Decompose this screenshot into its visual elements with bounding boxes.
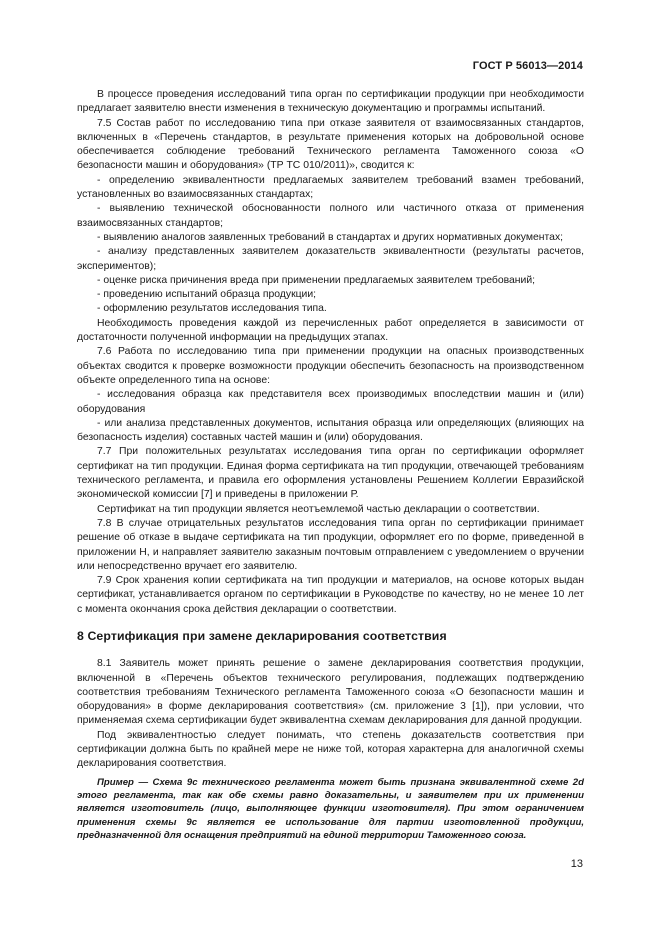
paragraph: Сертификат на тип продукции является неотъемлемой частью декларации о соответствии. (97, 503, 540, 515)
page-number: 13 (570, 858, 583, 870)
list-item: - или анализа представленных документов, испытания образца или определяющих (влияющих на безопасность изделия) составных частей машин и (или) оборудования. (77, 417, 584, 444)
list-item: - выявлению технической обоснованности полного или частичного отказа от применения взаимосвязанных стандартов; (77, 203, 584, 229)
paragraph-7-5: 7.5 Состав работ по исследованию типа при отказе заявителя от взаимосвязанных стандартов, включенных в «Перечень стандартов, в результате применения которых на добровольной основе обеспечивается соблюдение требований Технического регламента Таможенного союза «О безопасности машин и оборудования» (ТР ТС 010/2011)», сводится к: (77, 117, 584, 172)
section-heading: 8 Сертификация при замене декларирования соответствия (77, 628, 447, 643)
list-item: - анализу представленных заявителем доказательств эквивалентности (результаты расчетов, экспериментов); (77, 246, 584, 272)
paragraph-7-6: 7.6 Работа по исследованию типа при применении продукции на опасных производственных объектах сводится к проверке возможности продукции обеспечить безопасность на производственном объекте определенного типа на основе: (77, 346, 584, 386)
paragraph: Необходимость проведения каждой из перечисленных работ определяется в зависимости от достаточности полученной информации на предыдущих этапах. (77, 317, 584, 344)
paragraph: В процессе проведения исследований типа орган по сертификации продукции при необходимости предлагает заявителю внести изменения в техническую документацию и программы испытаний. (77, 89, 584, 115)
standard-number: ГОСТ Р 56013—2014 (472, 60, 583, 72)
list-item: - оформлению результатов исследования типа. (97, 303, 327, 315)
list-item: - выявлению аналогов заявленных требований в стандартах и других нормативных документах; (97, 231, 564, 243)
paragraph-7-8: 7.8 В случае отрицательных результатов исследования типа орган по сертификации принимает решение об отказе в выдаче сертификата на тип продукции, оформляет его по форме, приведенной в приложении Н, и направляет заявителю заказным почтовым отправлением с уведомлением о вручении или непосредственно вручает его заявителю. (77, 517, 584, 572)
paragraph-8-1: 8.1 Заявитель может принять решение о замене декларирования соответствия продукции, включенной в «Перечень объектов технического регулирования, подлежащих подтверждению соответствия требованиям Технического регламента Таможенного союза «О безопасности машин и оборудования» в форме декларирования соответствия» (см. приложение 3 [1]), при условии, что применяемая схема сертификации будет эквивалентна схемам декларирования для данной продукции. (77, 658, 584, 727)
list-item: - исследования образца как представителя всех производимых впоследствии машин и (или) оборудования (77, 389, 584, 415)
document-body (77, 88, 584, 843)
example-note: Пример — Схема 9с технического регламента может быть признана эквивалентной схеме 2d этого регламента, так как обе схемы равно доказательны, и заявителем при их применении является изготовитель (лицо, выполняющее функции изготовителя). При этом ограничением применения схемы 9с является ее использование для партии изготовленной продукции, предназначенной для оснащения предприятий на единой территории Таможенного союза. (77, 776, 584, 842)
paragraph-7-7: 7.7 При положительных результатах исследования типа орган по сертификации оформляет сертификат на тип продукции. Единая форма сертификата на тип продукции, отвечающей требованиям технического регламента, и правила его оформления установлены Решением Коллегии Евразийской экономической комиссии [7] и приведены в приложении Р. (77, 446, 584, 501)
list-item: - определению эквивалентности предлагаемых заявителем требований взамен требований, установленных во взаимосвязанных стандартах; (77, 174, 584, 201)
list-item: - оценке риска причинения вреда при применении предлагаемых заявителем требований; (97, 274, 536, 286)
paragraph-7-9: 7.9 Срок хранения копии сертификата на тип продукции и материалов, на основе которых выдан сертификат, устанавливается органом по сертификации в Руководстве по качеству, но не менее 10 лет с момента окончания срока действия декларации о соответствии. (77, 575, 584, 615)
paragraph: Под эквивалентностью следует понимать, что степень доказательств соответствия при сертификации должна быть по крайней мере не ниже той, которая характерна для аналогичной схемы декларирования соответствия. (77, 729, 584, 770)
list-item: - проведению испытаний образца продукции; (97, 289, 317, 301)
